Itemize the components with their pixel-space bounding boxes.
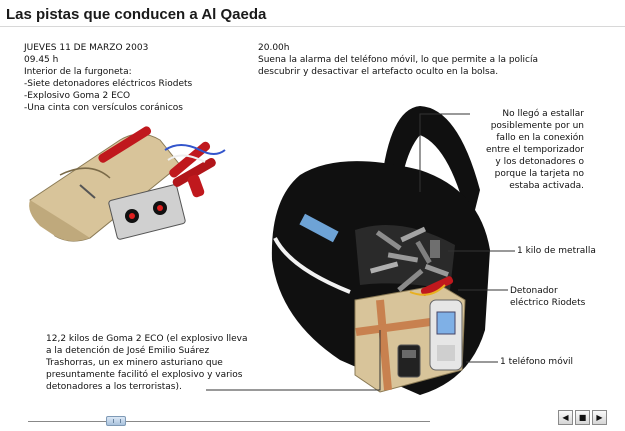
annotation-line: porque la tarjeta no: [494, 169, 584, 179]
annotation-line: fallo en la conexión: [496, 133, 584, 143]
annotation-line: a la detención de José Emilio Suárez: [46, 346, 210, 356]
left-date: JUEVES 11 DE MARZO 2003: [24, 43, 149, 53]
annotation-no-exploto: [486, 108, 584, 192]
top-time: 20.00h: [258, 43, 290, 53]
annotation-line: estaba activada.: [509, 181, 584, 191]
left-line: -Explosivo Goma 2 ECO: [24, 91, 131, 101]
annotation-line: entre el temporizador: [486, 145, 584, 155]
annotation-line: eléctrico Riodets: [510, 298, 586, 308]
left-line: -Siete detonadores eléctricos Riodets: [24, 79, 193, 89]
annotation-line: posiblemente por un: [490, 121, 584, 131]
annotation-line: detonadores a los terroristas).: [46, 382, 182, 392]
page-title: Las pistas que conducen a Al Qaeda: [6, 6, 267, 23]
annotation-telefono: 1 teléfono móvil: [500, 357, 574, 367]
mobile-phone-icon: [430, 300, 462, 370]
annotation-line: Detonador: [510, 286, 558, 296]
stop-button[interactable]: ■: [575, 410, 590, 425]
battery-icon: [398, 345, 420, 377]
top-line: Suena la alarma del teléfono móvil, lo que permite a la policía: [258, 55, 539, 65]
annotation-line: Trashorras, un ex minero asturiano que: [46, 358, 223, 368]
left-line: Interior de la furgoneta:: [24, 67, 132, 77]
previous-button[interactable]: ◀: [558, 410, 573, 425]
annotation-detonador: [510, 285, 585, 309]
annotation-metralla: 1 kilo de metralla: [517, 246, 596, 256]
left-line: -Una cinta con versículos coránicos: [24, 103, 183, 113]
annotation-line: presuntamente facilitó el explosivo y varios: [46, 370, 243, 380]
annotation-line: 12,2 kilos de Goma 2 ECO (el explosivo lleva: [46, 334, 248, 344]
top-line: descubrir y desactivar el artefacto oculto en la bolsa.: [258, 67, 499, 77]
timeline-track[interactable]: [28, 421, 430, 422]
annotation-goma: [46, 333, 248, 393]
next-button[interactable]: ▶: [592, 410, 607, 425]
timeline-slider-handle[interactable]: [106, 416, 126, 426]
left-time: 09.45 h: [24, 55, 59, 65]
annotation-line: y los detonadores o: [495, 157, 584, 167]
annotation-line: No llegó a estallar: [502, 109, 584, 119]
